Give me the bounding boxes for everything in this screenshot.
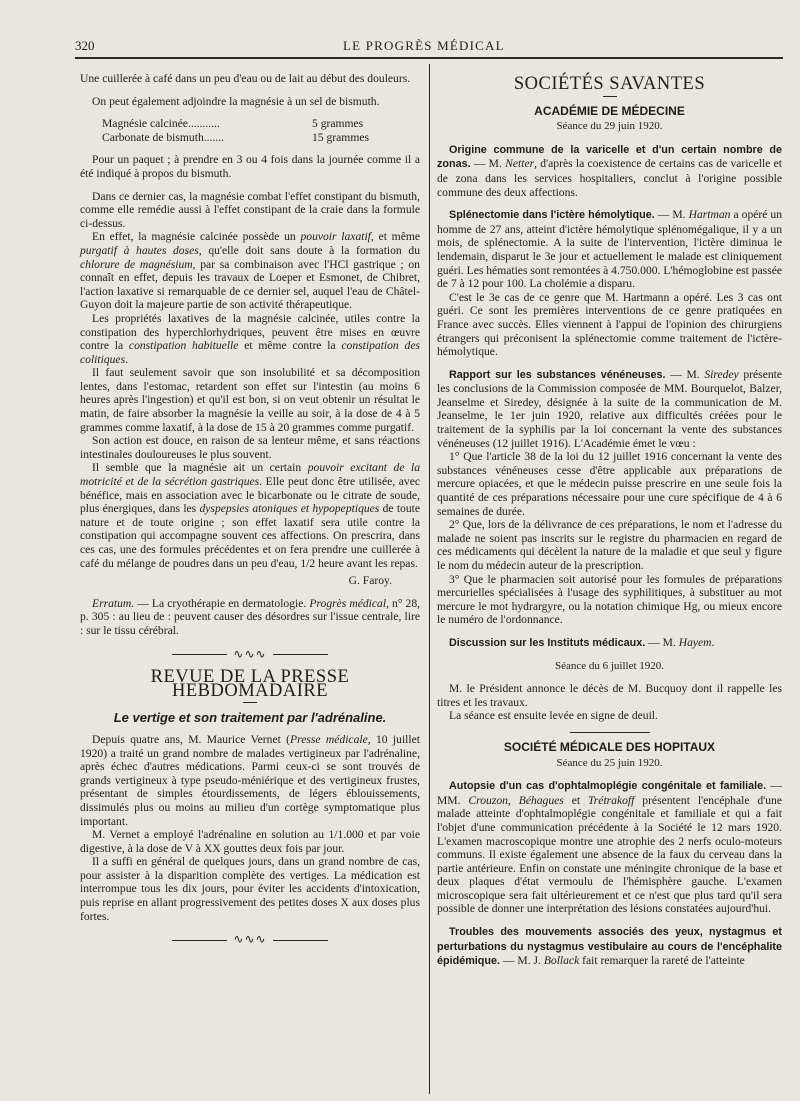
resolution-item: 1° Que l'article 38 de la loi du 12 juillet 1916 concernant la vente des substances vénéneuses cesse d'être applicable aux préparations de mercure opiacées, et que le médecin puisse prescrire en une seule fois la quantité de ces préparations nécessaire pour une cure spécifique de 4 à 6 semaines de durée. bbox=[437, 450, 782, 518]
formula-ingredient: Carbonate de bismuth....... bbox=[102, 130, 225, 144]
article-title: Le vertige et son traitement par l'adrénaline. bbox=[113, 710, 387, 726]
session-date: Séance du 6 juillet 1920. bbox=[554, 659, 665, 672]
paragraph: Une cuillerée à café dans un peu d'eau ou de lait au début des douleurs. bbox=[80, 72, 411, 85]
society-heading: ACADÉMIE DE MÉDECINE bbox=[534, 103, 685, 118]
title-dash bbox=[603, 96, 617, 97]
journal-title: LE PROGRÈS MÉDICAL bbox=[343, 38, 505, 53]
left-column bbox=[80, 72, 420, 957]
communication: Splénectomie dans l'ictère hémolytique. — M. Hartman a opéré un homme de 27 ans, atteint d'ictère hémolytique splénomégalique, il y a un mois, de splénectomie. A la suite de l'intervention, l'ictère diminua le lendemain, disparut le 3e jour et actuellement le malade est cliniquement guéri. Les hématies sont remontées à 4.750.000. L'hémoglobine est passée de 7 à 12 pour 100. La cholémie a disparu. bbox=[437, 208, 783, 291]
section-title: SOCIÉTÉS SAVANTES bbox=[513, 74, 706, 94]
resolution-item: 3° Que le pharmacien soit autorisé pour les formules de préparations mercurielles spécialisées à l'usage des syphilitiques, à substituer au mot mercure le mot hydrargyre, ou la notation chimique Hg, ou mieux encore le numéro de l'ordonnance. bbox=[437, 572, 782, 627]
paragraph: Pour un paquet ; à prendre en 3 ou 4 fois dans la journée comme il a été indiqué à propos du bismuth. bbox=[80, 153, 420, 180]
paragraph: Il semble que la magnésie ait un certain pouvoir excitant de la motricité et de la sécrétion gastriques. Elle peut donc être utilisée, avec bénéfice, mais en association avec le bicarbonate ou le citrate de soude, plus énergiques, dans les dyspepsies atoniques et hypopeptiques de toute nature et de toute origine ; son effet laxatif sera utile contre la constipation qui accompagne souvent ces affections. On prescrira, dans ces cas, une des formules précédentes et on fera prendre une cuillerée à café du mélange de poudres dans un peu d'eau, 1/2 heure avant les repas. bbox=[80, 461, 421, 570]
header-rule bbox=[75, 57, 783, 59]
erratum: Erratum. — La cryothérapie en dermatologie. Progrès médical, n° 28, p. 305 : au lieu de : peuvent causer des désordres sur l'issue centrale, lire : sur le tissu cérébral. bbox=[80, 596, 421, 637]
author-signature: G. Faroy. bbox=[348, 574, 392, 588]
society-heading: SOCIÉTÉ MÉDICALE DES HOPITAUX bbox=[503, 739, 716, 754]
section-title: REVUE DE LA PRESSE HEBDOMADAIRE bbox=[150, 667, 350, 701]
paragraph: M. le Président annonce le décès de M. Bucquoy dont il rappelle les titres et les travaux. bbox=[437, 682, 782, 709]
session-date: Séance du 29 juin 1920. bbox=[556, 120, 663, 133]
paragraph: Les propriétés laxatives de la magnésie calcinée, utiles contre la constipation des hyperchlorhydriques, peuvent être mises en œuvre contre la constipation habituelle et même contre la constipation des colitiques. bbox=[80, 311, 420, 366]
session-date: Séance du 25 juin 1920. bbox=[556, 756, 663, 769]
paragraph: La séance est ensuite levée en signe de deuil. bbox=[449, 709, 658, 723]
communication: Rapport sur les substances vénéneuses. — M. Siredey présente les conclusions de la Commission composée de MM. Bourquelot, Balzer, Jeanselme et Siredey, désignée à la suite de la communication de M. Jeanselme, le 1er juin 1920, relative aux difficultés créées pour le traitement de la syphilis par la loi concernant la vente des substances vénéneuses (12 juillet 1916). L'Académie émet le vœu : bbox=[437, 367, 783, 450]
paragraph: Son action est douce, en raison de sa lenteur même, et sans réactions intestinales douloureuses le plus souvent. bbox=[80, 434, 420, 461]
communication: Troubles des mouvements associés des yeux, nystagmus et perturbations du nystagmus vestibulaire au cours de l'encéphalite épidémique. — M. J. Bollack fait remarquer la rareté de l'atteinte bbox=[437, 926, 782, 968]
prescription-formula bbox=[80, 117, 420, 144]
paragraph: On peut également adjoindre la magnésie à un sel de bismuth. bbox=[92, 94, 380, 108]
paragraph: M. Vernet a employé l'adrénaline en solution au 1/1.000 et par voie digestive, à la dose de V à XX gouttes deux fois par jour. bbox=[80, 828, 420, 855]
page-number: 320 bbox=[75, 38, 95, 53]
resolution-item: 2° Que, lors de la délivrance de ces préparations, le nom et l'adresse du malade ne soient pas inscrits sur le registre du pharmacien en regard de ces médicaments qui décèlent la nature de la maladie et que seul y figure le nom du médecin auteur de la prescription. bbox=[437, 518, 782, 572]
section-rule bbox=[570, 732, 650, 733]
ornament-divider: ∿∿∿ bbox=[80, 648, 420, 662]
formula-ingredient: Magnésie calcinée........... bbox=[102, 117, 220, 131]
paragraph: Dans ce dernier cas, la magnésie combat l'effet constipant du bismuth, comme elle remédie aussi à l'effet constipant de la craie dans la formule ci-dessus. bbox=[80, 189, 420, 230]
formula-row bbox=[80, 131, 420, 145]
communication: Autopsie d'un cas d'ophtalmoplégie congénitale et familiale. — MM. Crouzon, Béhagues et Trétrakoff présentent l'encéphale d'une malade atteinte d'ophtalmoplégie congénitale et familiale et qui a fait l'objet d'une communication précédente à la Société le 12 mars 1920. L'examen macroscopique montre une atrophie des 2 nerfs oculo-moteurs communs. Il existe également une absence de la faux du cerveau dans la partie antérieure. Enfin on constate une méningite chronique de la base et deux plaques d'état vermoulu de l'hémisphère gauche. L'examen microscopique sera fait ultérieurement et ce n'est que plus tard qu'il sera possible de donner une interprétation des lésions constatées aujourd'hui. bbox=[437, 779, 782, 916]
communication: Origine commune de la varicelle et d'un certain nombre de zonas. — M. Netter, d'après la coexistence de certains cas de varicelle et de zona dans les services hospitaliers, conclut à l'origine possible commune des deux affections. bbox=[437, 143, 782, 199]
formula-quantity: 15 grammes bbox=[312, 130, 369, 144]
paragraph: Il faut seulement savoir que son insolubilité et sa décomposition lentes, dans l'estomac, retardent son effet sur l'intestin (au moins 6 heures après l'ingestion) et qu'il est bon, si on veut obtenir un résultat le matin, de faire absorber la magnésie la veille au soir, à la dose de 4 à 5 grammes comme laxatif, à la dose de 15 à 20 grammes comme purgatif. bbox=[80, 366, 420, 434]
right-column bbox=[437, 72, 782, 969]
formula-row bbox=[80, 117, 420, 131]
paragraph: C'est le 3e cas de ce genre que M. Hartmann a opéré. Les 3 cas ont guéri. Ce sont les premières interventions de ce genre pratiquées en France avec succès. Elles viennent à l'appui de l'opinion des chirurgiens étrangers qui préconisent la splénectomie comme traitement de l'ictère-hémolytique. bbox=[437, 290, 782, 359]
column-separator bbox=[429, 64, 430, 1094]
paragraph: En effet, la magnésie calcinée possède un pouvoir laxatif, et même purgatif à hautes doses, qu'elle doit sans doute à la formation du chlorure de magnésium, par sa combinaison avec l'HCl gastrique ; on connaît en effet, depuis les travaux de Loeper et Esmonet, de Chibret, l'action laxative si remarquable de ce dernier sel, auquel l'eau de Châtel-Guyon doit la majeure partie de son activité thérapeutique. bbox=[80, 230, 421, 312]
ornament-divider: ∿∿∿ bbox=[80, 933, 420, 947]
title-dash bbox=[243, 702, 257, 703]
formula-quantity: 5 grammes bbox=[312, 117, 364, 131]
paragraph: Depuis quatre ans, M. Maurice Vernet (Presse médicale, 10 juillet 1920) a traité un grand nombre de malades vertigineux par l'adrénaline, après échec d'autres médications. Parmi ceux-ci se sont trouvés de grands vertigineux à type pseudo-méniérique et des vertigineux frustes, présentant de simples étourdissements, de légers éblouissements, dissimulés plus ou moins au milieu d'un cortège symptomatique plus important. bbox=[80, 732, 420, 828]
communication: Discussion sur les Instituts médicaux. — M. Hayem. bbox=[449, 635, 715, 649]
paragraph: Il a suffi en général de quelques jours, dans un grand nombre de cas, pour assister à la disparition complète des vertiges. La médication est interrompue tous les dix jours, pour éviter les accidents d'intoxication, puis reprise en allant progressivement des petites doses X aux doses plus fortes. bbox=[80, 855, 420, 923]
